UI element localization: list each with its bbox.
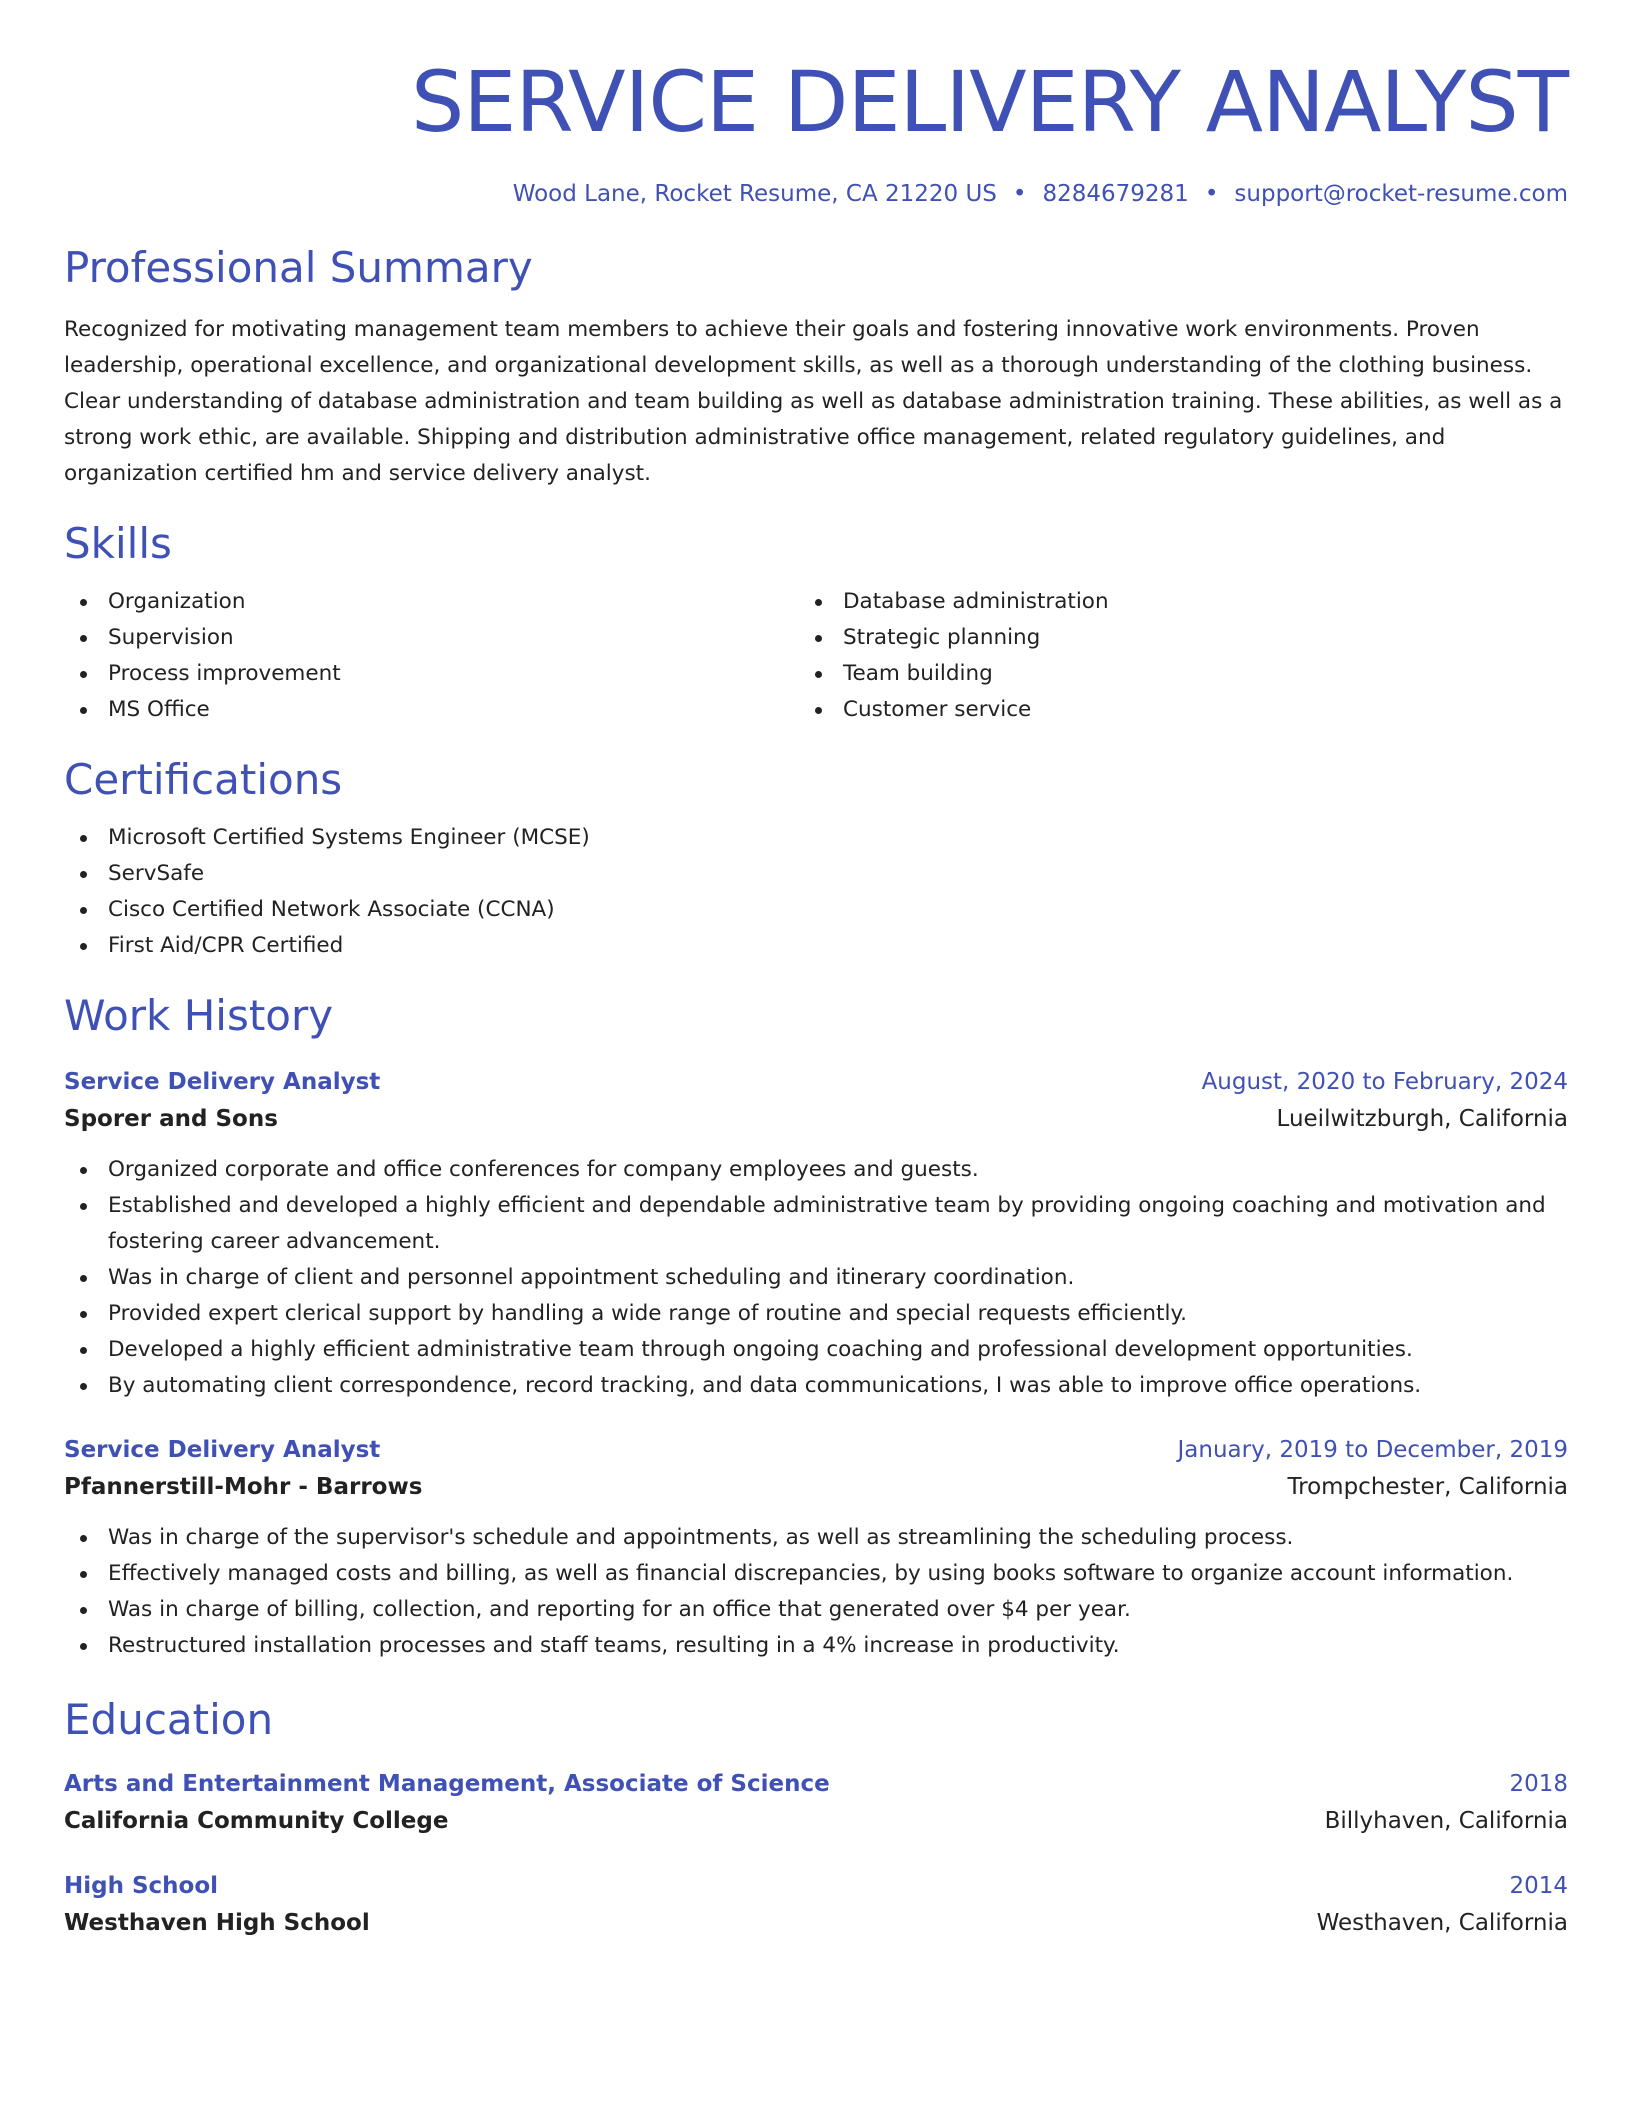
contact-email[interactable]: support@rocket-resume.com xyxy=(1234,181,1568,207)
education-year: 2014 xyxy=(1509,1873,1568,1899)
work-history-heading: Work History xyxy=(64,991,334,1040)
contact-address: Wood Lane, Rocket Resume, CA 21220 US xyxy=(512,181,997,207)
job-bullet: Developed a highly efficient administrative team through ongoing coaching and professional development opportunities. xyxy=(64,1332,1568,1368)
job-title: Service Delivery Analyst xyxy=(64,1437,381,1463)
job-dates: August, 2020 to February, 2024 xyxy=(1201,1069,1568,1095)
job-entry xyxy=(64,1064,1568,1404)
skill-item: Supervision xyxy=(64,620,799,656)
job-bullet: Restructured installation processes and staff teams, resulting in a 4% increase in productivity. xyxy=(64,1628,1568,1664)
job-bullet: Was in charge of the supervisor's schedule and appointments, as well as streamlining the scheduling process. xyxy=(64,1520,1568,1556)
job-bullet: Provided expert clerical support by handling a wide range of routine and special requests efficiently. xyxy=(64,1296,1568,1332)
education-heading: Education xyxy=(64,1695,274,1744)
job-bullet: Was in charge of client and personnel appointment scheduling and itinerary coordination. xyxy=(64,1260,1568,1296)
job-company-row xyxy=(64,1468,1568,1506)
job-title-row xyxy=(64,1064,1568,1100)
contact-line xyxy=(64,178,1568,210)
job-entry xyxy=(64,1432,1568,1664)
education-degree: High School xyxy=(64,1873,219,1899)
job-company: Pfannerstill-Mohr - Barrows xyxy=(64,1474,423,1500)
summary-text: Recognized for motivating management team members to achieve their goals and fostering innovative work environments. Proven leadership, operational excellence, and organizational development skills, as well as a thorough understanding of the clothing business. Clear understanding of database administration and team building as well as database administration training. These abilities, as well as a strong work ethic, are available. Shipping and distribution administrative office management, related regulatory guidelines, and organization certified hm and service delivery analyst. xyxy=(64,317,1563,486)
certification-item: ServSafe xyxy=(64,856,1568,892)
skill-item: Process improvement xyxy=(64,656,799,692)
job-bullet: By automating client correspondence, record tracking, and data communications, I was able to improve office operations. xyxy=(64,1368,1568,1404)
skills-columns xyxy=(64,584,1568,728)
education-location: Westhaven, California xyxy=(1316,1910,1568,1936)
skill-item: MS Office xyxy=(64,692,799,728)
education-degree: Arts and Entertainment Management, Associate of Science xyxy=(64,1771,830,1797)
summary-heading: Professional Summary xyxy=(64,243,533,292)
job-bullet: Organized corporate and office conferences for company employees and guests. xyxy=(64,1152,1568,1188)
candidate-name: SERVICE DELIVERY ANALYST xyxy=(410,53,1568,151)
skills-list-left xyxy=(64,584,799,728)
skills-section xyxy=(64,518,1568,728)
job-bullets xyxy=(64,1520,1568,1664)
education-degree-row xyxy=(64,1868,1568,1904)
job-location: Lueilwitzburgh, California xyxy=(1276,1106,1568,1132)
job-bullet: Established and developed a highly efficient and dependable administrative team by providing ongoing coaching and motivation and fostering career advancement. xyxy=(64,1188,1568,1260)
contact-separator: • xyxy=(1012,181,1027,207)
certification-item: First Aid/CPR Certified xyxy=(64,928,1568,964)
education-entry xyxy=(64,1868,1568,1942)
job-title-row xyxy=(64,1432,1568,1468)
resume-header xyxy=(64,0,1568,210)
education-location: Billyhaven, California xyxy=(1324,1808,1568,1834)
education-year: 2018 xyxy=(1509,1771,1568,1797)
education-school: California Community College xyxy=(64,1808,449,1834)
job-bullet: Effectively managed costs and billing, as well as financial discrepancies, by using books software to organize account information. xyxy=(64,1556,1568,1592)
contact-separator: • xyxy=(1204,181,1219,207)
job-company: Sporer and Sons xyxy=(64,1106,278,1132)
education-school: Westhaven High School xyxy=(64,1910,370,1936)
job-company-row xyxy=(64,1100,1568,1138)
education-section xyxy=(64,1694,1568,1942)
skill-item: Organization xyxy=(64,584,799,620)
education-school-row xyxy=(64,1904,1568,1942)
skills-list-right xyxy=(799,584,1534,728)
certification-item: Cisco Certified Network Associate (CCNA) xyxy=(64,892,1568,928)
job-title: Service Delivery Analyst xyxy=(64,1069,381,1095)
education-entry xyxy=(64,1766,1568,1840)
certifications-heading: Certifications xyxy=(64,755,343,804)
certification-item: Microsoft Certified Systems Engineer (MCSE) xyxy=(64,820,1568,856)
education-degree-row xyxy=(64,1766,1568,1802)
skills-heading: Skills xyxy=(64,519,172,568)
certifications-list xyxy=(64,820,1568,964)
certifications-section xyxy=(64,754,1568,964)
skill-item: Customer service xyxy=(799,692,1534,728)
job-bullets xyxy=(64,1152,1568,1404)
skill-item: Strategic planning xyxy=(799,620,1534,656)
job-bullet: Was in charge of billing, collection, and reporting for an office that generated over $4 per year. xyxy=(64,1592,1568,1628)
skills-column-right xyxy=(799,584,1534,728)
skill-item: Team building xyxy=(799,656,1534,692)
education-school-row xyxy=(64,1802,1568,1840)
work-history-section xyxy=(64,990,1568,1664)
skills-column-left xyxy=(64,584,799,728)
skill-item: Database administration xyxy=(799,584,1534,620)
summary-section xyxy=(64,242,1568,492)
job-dates: January, 2019 to December, 2019 xyxy=(1177,1437,1568,1463)
contact-phone: 8284679281 xyxy=(1042,181,1189,207)
job-location: Trompchester, California xyxy=(1287,1474,1568,1500)
